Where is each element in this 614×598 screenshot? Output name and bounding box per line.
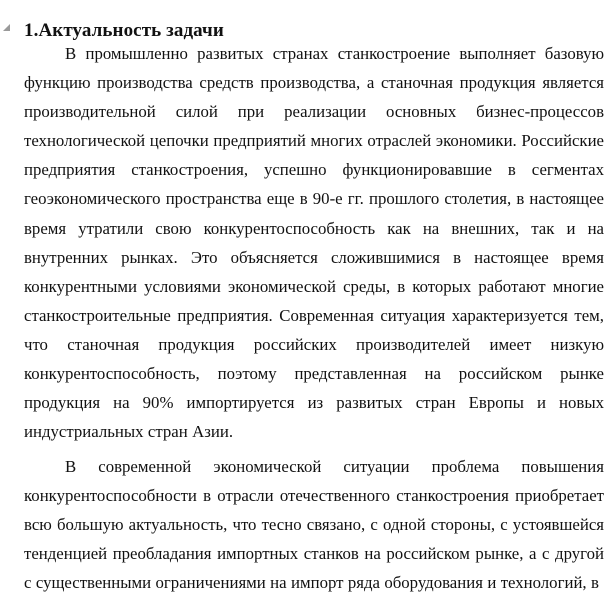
collapse-triangle-icon[interactable] xyxy=(3,24,10,31)
section-heading: 1.Актуальность задачи xyxy=(24,20,224,41)
paragraph-2: В современной экономической ситуации проблема повышения конкурентоспособности в отрасли отечественного станкостроения приобретает всю большую актуальность, что тесно связано, с одной стороны, с устоявшейся тенденцией преобладания импортных станков на российском рынке, а с другой с существенными ограничениями на импорт ряда оборудования и технологий, в xyxy=(24,457,604,593)
paragraph-1: В промышленно развитых странах станкостроение выполняет базовую функцию производства средств производства, а станочная продукция является производительной силой при реализации основных бизнес-процессов технологической цепочки предприятий многих отраслей экономики. Российские предприятия станкостроения, успешно функционировавшие в сегментах геоэкономического пространства еще в 90-е гг. прошлого столетия, в настоящее время утратили свою конкурентоспособность как на внешних, так и на внутренних рынках. Это объясняется сложившимися в настоящее время конкурентными условиями экономической среды, в которых работают многие станкостроительные предприятия. Современная ситуация характеризуется тем, что станочная продукция российских производителей имеет низкую конкурентоспособность, поэтому представленная на российском рынке продукция на 90% импортируется из развитых стран Европы и новых индустриальных стран Азии. xyxy=(24,44,604,442)
